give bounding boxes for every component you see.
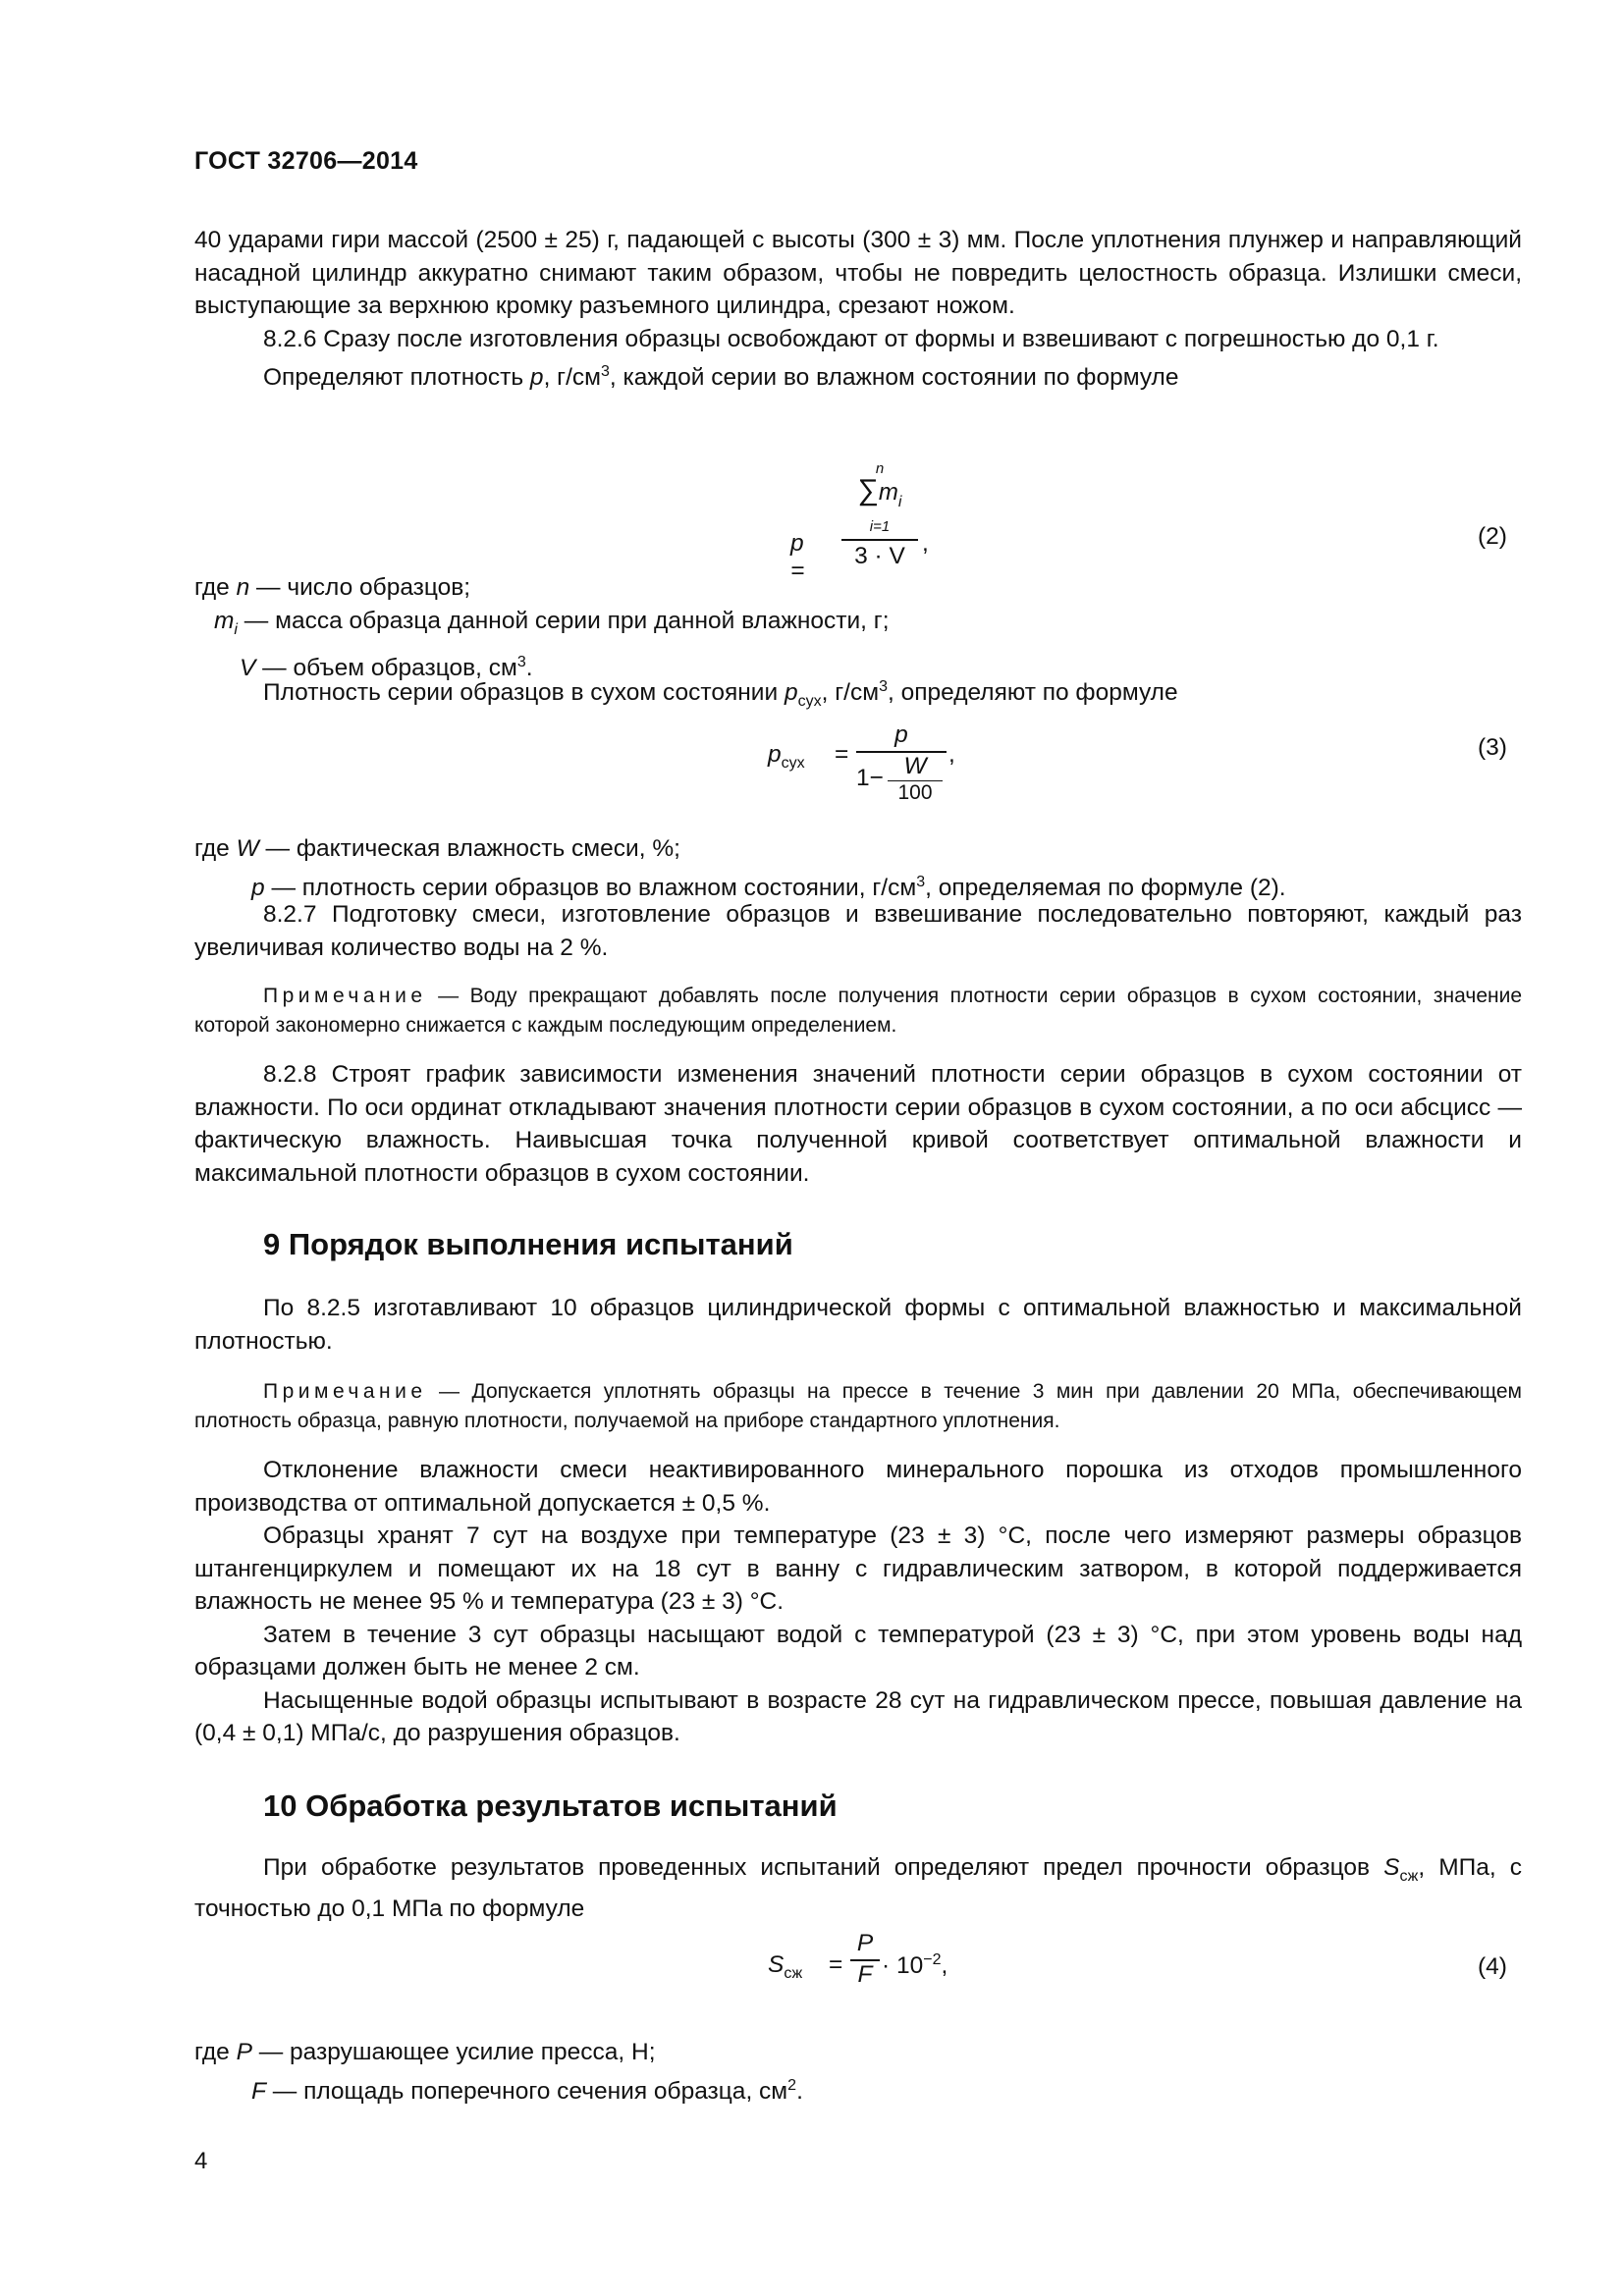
dry-density-intro: Плотность серии образцов в сухом состоянии $p_{сух}$, $г/см^3$, определяют по формуле [263, 678, 1178, 711]
paragraph-continuation: 40 ударами гири массой (2500 ± 25) г, падающей с высоты (300 ± 3) мм. После уплотнения плунжер и направляющий насадной цилиндр аккуратно снимают таким образом, чтобы не повредить целостность образца. Излишки смеси, выступающие за верхнюю кромку разъемного цилиндра, срезают ножом. [194, 227, 1522, 319]
where-item: p — плотность серии образцов во влажном состоянии, $г/см^3$, определяемая по формуле (2). [251, 873, 1286, 901]
section-9-p5: Насыщенные водой образцы испытывают в возрасте 28 сут на гидравлическом прессе, повышая давление на (0,4 ± 0,1) МПа/с, до разрушения образцов. [194, 1686, 1522, 1746]
section-9-p2: Отклонение влажности смеси неактивированного минерального порошка из отходов промышленного производства от оптимальной допускается ± 0,5 %. [194, 1457, 1522, 1517]
where-item: где P — разрушающее усилие пресса, Н; [194, 2039, 656, 2065]
section-9-title: 9 Порядок выполнения испытаний [263, 1227, 793, 1261]
section-9-p4: Затем в течение 3 сут образцы насыщают водой с температурой (23 ± 3) °С, при этом уровень воды над образцами должен быть не менее 2 см. [194, 1621, 1522, 1681]
document-code: ГОСТ 32706—2014 [194, 147, 418, 175]
equation-number-3: (3) [1478, 734, 1507, 761]
where-list-4 [194, 2036, 803, 2108]
page-number: 4 [194, 2148, 208, 2174]
text-block-top [194, 224, 1522, 395]
document-page: ГОСТ 32706—2014 40 ударами гири массой (2500 ± 25) г, падающей с высоты (300 ± 3) мм. После уплотнения плунжер и направляющий насадной цилиндр аккуратно снимают таким образом, чтобы не повредить целостность образца. Излишки смеси, выступающие за верхнюю кромку разъемного цилиндра, срезают ножом. 8.2.6 Сразу после изготовления образцы освобождают от формы и взвешивают с погрешностью до 0,1 г. Определяют плотность p, $г/см^3$, каждой серии во влажном состоянии по формуле p = n $\sum m_i$ i=1 3 · V , (2) где n — число образцов; $m_i$ — масса образца данной серии при данной влажности, г; V — объем образцов, $см^3$. Плотность серии образцов в сухом состоянии $p_{сух}$, $г/см^3$, определяют по формуле $p_{сух}$ = p 1− W 100 , (3) где W — фактическая влажность смеси, %; p — плотность серии образцов во влажном состоянии, $г/см^3$, определяемая по формуле (2). 8.2.7 Подготовку смеси, изготовление образцов и взвешивание последовательно повторяют, каждый раз увеличивая количество воды на 2 %. Примечание — Воду прекращают добавлять после получения плотности серии образцов в сухом состоянии, значение которой закономерно снижается с каждым последующим определением. 8.2.8 Строят график зависимости изменения значений плотности серии образцов в сухом состоянии от влажности. По оси ординат откладывают значения плотности серии образцов в сухом состоянии, а по оси абсцисс — фактическую влажность. Наивысшая точка полученной кривой соответствует оптимальной влажности и максимальной плотности образцов в сухом состоянии. 9 Порядок выполнения испытаний По 8.2.5 изготавливают 10 образцов цилиндрической формы с оптимальной влажностью и максимальной плотностью. Примечание — Допускается уплотнять образцы на прессе в течение 3 мин при давлении 20 МПа, обеспечивающем плотность образца, равную плотности, получаемой на приборе стандартного уплотнения. Отклонение влажности смеси неактивированного минерального порошка из отходов промышленного производства от оптимальной допускается ± 0,5 %. Образцы хранят 7 сут на воздухе при температуре (23 ± 3) °С, после чего измеряют размеры образцов штангенциркулем и помещают их на 18 сут в ванну с гидравлическим затвором, в которой поддерживается влажность не менее 95 % и температура (23 ± 3) °С. Затем в течение 3 сут образцы насыщают водой с температурой (23 ± 3) °С, при этом уровень воды над образцами должен быть не менее 2 см. Насыщенные водой образцы испытывают в возрасте 28 сут на гидравлическом прессе, повышая давление на (0,4 ± 0,1) МПа/с, до разрушения образцов. 10 Обработка результатов испытаний При обработке результатов проведенных испытаний определяют предел прочности образцов $S_{сж}$, МПа, с точностью до 0,1 МПа по формуле $S_{сж}$ = P F · $10^{-2}$, (4) где P — разрушающее усилие пресса, Н; F — площадь поперечного сечения образца, $см^2$. 4 [194, 147, 1522, 2174]
equation-number-4: (4) [1478, 1953, 1507, 1980]
where-item: F — площадь поперечного сечения образца, $см^2$. [251, 2076, 803, 2105]
paragraph-8-2-7: 8.2.7 Подготовку смеси, изготовление образцов и взвешивание последовательно повторяют, каждый раз увеличивая количество воды на 2 %. [194, 901, 1522, 961]
density-intro: Определяют плотность p, $г/см^3$, каждой серии во влажном состоянии по формуле [263, 363, 1179, 392]
section-9-p1: По 8.2.5 изготавливают 10 образцов цилиндрической формы с оптимальной влажностью и максимальной плотностью. [194, 1295, 1522, 1355]
section-9-body [194, 1292, 1522, 1750]
dry-density-intro-block [194, 670, 1522, 719]
note-2: Примечание — Допускается уплотнять образцы на прессе в течение 3 мин при давлении 20 МПа, обеспечивающем плотность образца, равную плотности, получаемой на приборе стандартного уплотнения. [194, 1380, 1522, 1432]
text-block-827 [194, 898, 1522, 1190]
section-10-p1: При обработке результатов проведенных испытаний определяют предел прочности образцов $S_{сж}$, МПа, с точностью до 0,1 МПа по формуле [194, 1854, 1522, 1923]
section-9-p3: Образцы хранят 7 сут на воздухе при температуре (23 ± 3) °С, после чего измеряют размеры образцов штангенциркулем и помещают их на 18 сут в ванну с гидравлическим затвором, в которой поддерживается влажность не менее 95 % и температура (23 ± 3) °С. [194, 1522, 1522, 1615]
where-item: где n — число образцов; [194, 574, 471, 601]
where-item: $m_i$ — масса образца данной серии при данной влажности, г; [214, 607, 890, 638]
where-item: где W — фактическая влажность смеси, %; [194, 835, 680, 862]
where-list-3 [194, 832, 1286, 904]
paragraph-8-2-8: 8.2.8 Строят график зависимости изменения значений плотности серии образцов в сухом состоянии от влажности. По оси ординат откладывают значения плотности серии образцов в сухом состоянии, а по оси абсцисс — фактическую влажность. Наивысшая точка полученной кривой соответствует оптимальной влажности и максимальной плотности образцов в сухом состоянии. [194, 1061, 1522, 1187]
section-10-title: 10 Обработка результатов испытаний [263, 1789, 838, 1823]
equation-number-2: (2) [1478, 523, 1507, 550]
where-list-2 [194, 571, 890, 685]
section-10-body [194, 1851, 1522, 1926]
where-item: V — объем образцов, $см^3$. [240, 653, 533, 682]
paragraph-8-2-6: 8.2.6 Сразу после изготовления образцы освобождают от формы и взвешивают с погрешностью до 0,1 г. [263, 325, 1439, 352]
note-1: Примечание — Воду прекращают добавлять после получения плотности серии образцов в сухом состоянии, значение которой закономерно снижается с каждым последующим определением. [194, 985, 1522, 1037]
